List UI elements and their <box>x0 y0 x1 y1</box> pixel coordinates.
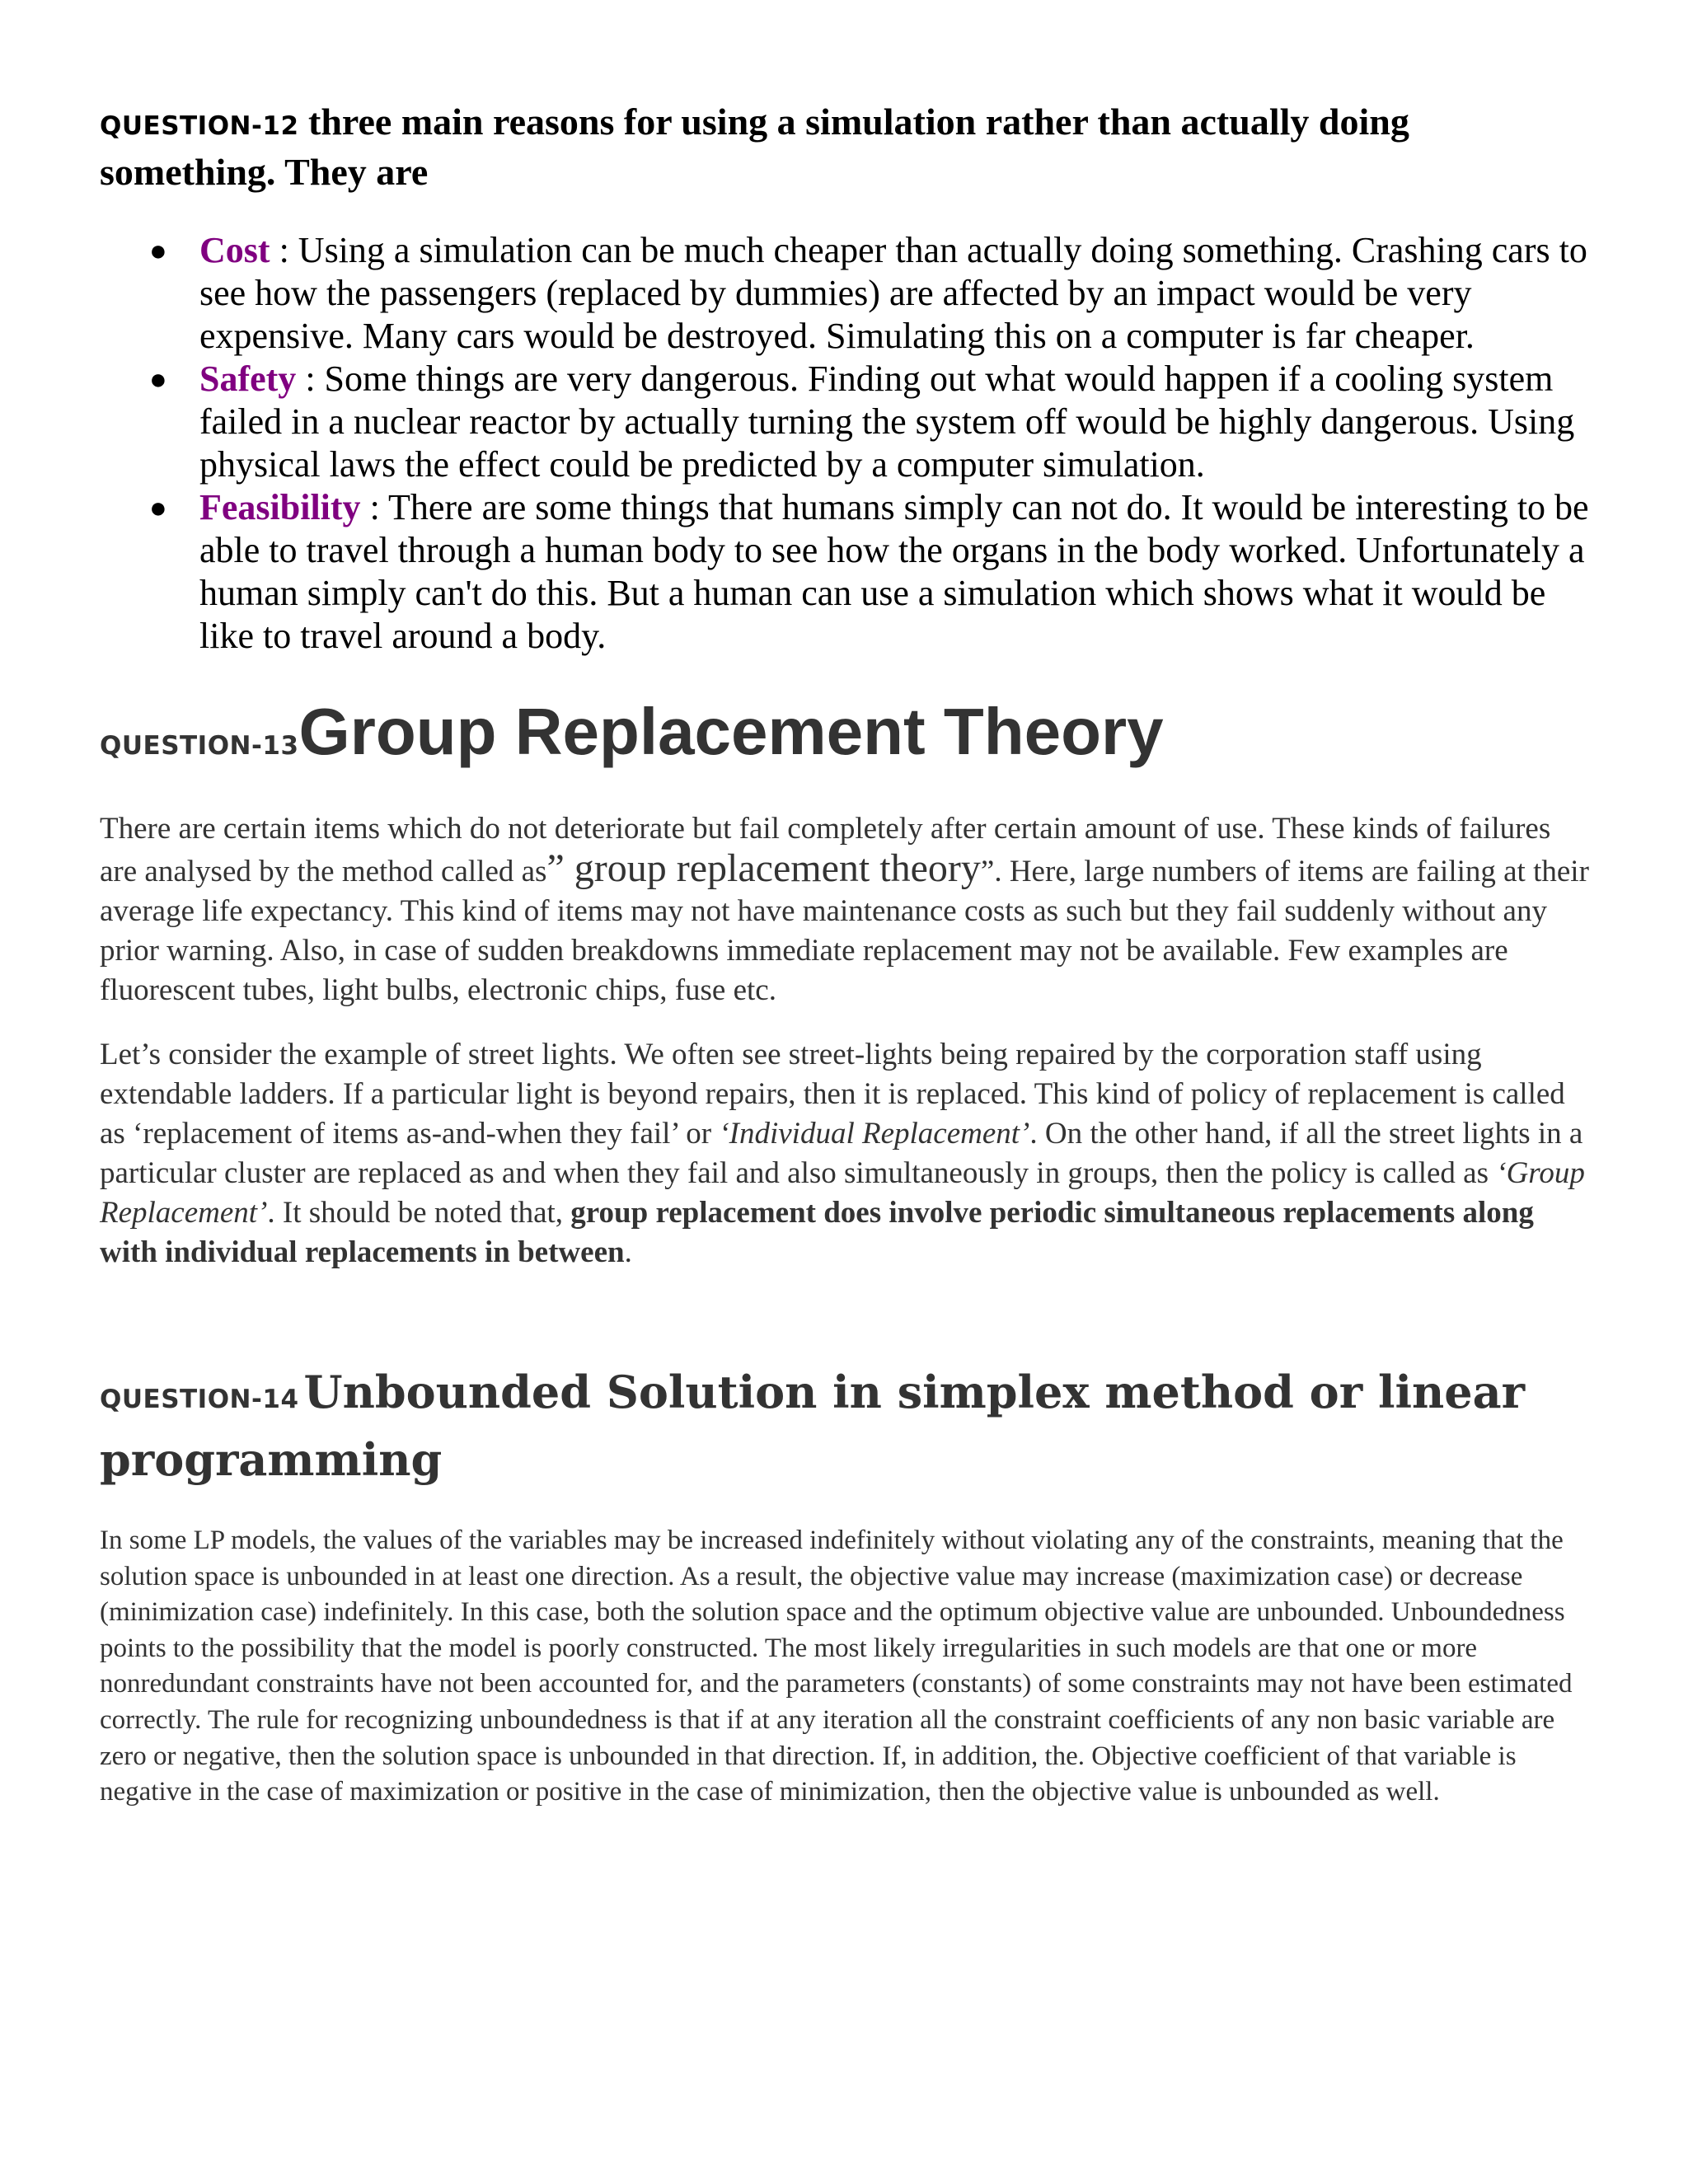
reason-item-safety <box>100 358 1592 486</box>
reason-text-feasibility: : There are some things that humans simply can not do. It would be interesting to be able to travel through a human body to see how the organs in the body worked. Unfortunately a human simply can't do this. But a human can use a simulation which shows what it would be like to travel around a body. <box>199 487 1589 656</box>
question-14-title: Unbounded Solution in simplex method or linear programming <box>100 1366 1526 1486</box>
bullet-icon: ● <box>149 234 167 267</box>
paragraph-2-bold-statement: group replacement does involve periodic simultaneous replacements along with individual replacements in between <box>100 1196 1534 1269</box>
question-14-paragraph: In some LP models, the values of the variables may be increased indefinitely without violating any of the constraints, meaning that the solution space is unbounded in at least one direction. As a result, the objective value may increase (maximization case) or decrease (minimization case) indefinitely. In this case, both the solution space and the optimum objective value are unbounded. Unboundedness points to the possibility that the model is poorly constructed. The most likely irregularities in such models are that one or more nonredundant constraints have not been accounted for, and the parameters (constants) of some constraints may not have been estimated correctly. The rule for recognizing unboundedness is that if at any iteration all the constraint coefficients of any non basic variable are zero or negative, then the solution space is unbounded in that direction. If, in addition, the. Objective coefficient of that variable is negative in the case of maximization or positive in the case of minimization, then the objective value is unbounded as well. <box>100 1526 1573 1807</box>
group-replacement-theory-term: ” group replacement theory <box>546 846 981 890</box>
question-13-paragraph-2 <box>100 1035 1592 1272</box>
question-12-section <box>100 99 1592 658</box>
paragraph-2-part-a: Let’s consider the example of street lights. We often see street-lights being repaired by the corporation staff using extendable ladders. If a particular light is beyond repairs, then it is replaced. This kind of policy of replacement is called as ‘replacement of items as-and-when they fail’ or <box>100 1038 1565 1151</box>
individual-replacement-term: ‘Individual Replacement’ <box>719 1117 1030 1151</box>
question-13-heading <box>100 691 1592 790</box>
reason-item-feasibility <box>100 486 1592 658</box>
paragraph-2-end: . <box>624 1235 632 1269</box>
question-14-label: QUESTION-14 <box>100 1385 299 1414</box>
paragraph-2-part-b: . On the other hand, if all the street lights in a particular cluster are replaced as and when they fail and also simultaneously in groups, then the policy is called as <box>100 1117 1583 1190</box>
question-13-label: QUESTION-13 <box>100 731 299 761</box>
question-14-section <box>100 1363 1592 1811</box>
document-page <box>100 99 1592 1811</box>
reason-term-safety: Safety <box>199 359 297 399</box>
paragraph-1-intro: There are certain items which do not deteriorate but fail completely after certain amount of use. These kinds of failures are analysed by the method called as <box>100 812 1551 888</box>
paragraph-2-part-c: . It should be noted that, <box>267 1196 571 1230</box>
question-12-heading <box>100 99 1592 194</box>
reason-term-cost: Cost <box>199 230 270 270</box>
question-13-section <box>100 691 1592 1272</box>
reason-item-cost <box>100 229 1592 358</box>
question-13-title: Group Replacement Theory <box>298 695 1164 768</box>
bullet-icon: ● <box>149 363 167 396</box>
question-14-heading <box>100 1363 1592 1498</box>
question-13-paragraph-1 <box>100 809 1592 1010</box>
question-12-heading-text: three main reasons for using a simulation rather than actually doing something. They are <box>100 101 1409 193</box>
reasons-list <box>100 229 1592 658</box>
reason-term-feasibility: Feasibility <box>199 487 361 527</box>
group-replacement-term: ‘Group Replacement’ <box>100 1156 1585 1230</box>
reason-text-safety: : Some things are very dangerous. Finding out what would happen if a cooling system failed in a nuclear reactor by actually turning the system off would be highly dangerous. Using physical laws the effect could be predicted by a computer simulation. <box>199 359 1575 485</box>
reason-text-cost: : Using a simulation can be much cheaper than actually doing something. Crashing cars to see how the passengers (replaced by dummies) are affected by an impact would be very expensive. Many cars would be destroyed. Simulating this on a computer is far cheaper. <box>199 230 1587 356</box>
bullet-icon: ● <box>149 491 167 524</box>
question-12-label: QUESTION-12 <box>100 111 299 141</box>
paragraph-1-rest: ”. Here, large numbers of items are failing at their average life expectancy. This kind of items may not have maintenance costs as such but they fail suddenly without any prior warning. Also, in case of sudden breakdowns immediate replacement may not be available. Few examples are fluorescent tubes, light bulbs, electronic chips, fuse etc. <box>100 855 1589 1007</box>
